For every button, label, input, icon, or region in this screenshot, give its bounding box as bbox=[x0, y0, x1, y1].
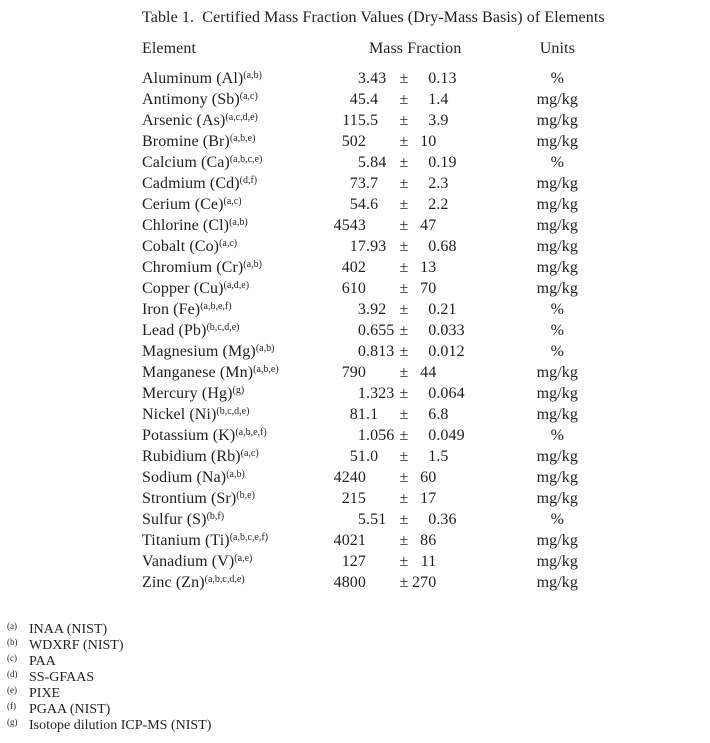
units-value: mg/kg bbox=[536, 217, 578, 234]
value-integer: 3 bbox=[357, 70, 366, 87]
element-name: Cadmium (Cd) bbox=[142, 175, 240, 192]
value-fraction: .0 bbox=[366, 448, 379, 465]
value-integer: 610 bbox=[341, 280, 366, 297]
value-fraction bbox=[366, 278, 396, 299]
value-integer: 0 bbox=[357, 343, 366, 360]
table-row bbox=[142, 383, 648, 404]
table-row bbox=[142, 572, 648, 593]
uncertainty-fraction bbox=[436, 362, 466, 383]
plus-minus-sign: ± bbox=[399, 511, 409, 528]
element-name: Vanadium (V) bbox=[142, 553, 235, 570]
table-row bbox=[142, 215, 648, 236]
table-row bbox=[142, 509, 648, 530]
units-value: mg/kg bbox=[536, 196, 578, 213]
element-footnote-refs: (a,c) bbox=[239, 90, 258, 102]
footnote: $^{(g)}$ Isotope dilution ICP-MS (NIST) bbox=[7, 716, 212, 733]
value-integer: 4240 bbox=[333, 469, 366, 486]
footnote-text: PAA bbox=[29, 654, 56, 669]
element-cell bbox=[142, 257, 330, 278]
value-integer: 1 bbox=[357, 427, 366, 444]
value-fraction: .056 bbox=[366, 427, 395, 444]
table-row bbox=[142, 341, 648, 362]
uncertainty-fraction: .9 bbox=[436, 112, 449, 129]
value-fraction: .323 bbox=[366, 385, 395, 402]
element-footnote-refs: (a,b) bbox=[255, 342, 275, 354]
element-cell bbox=[142, 320, 330, 341]
table-title: Table 1. Certified Mass Fraction Values (Dry-Mass Basis) of Elements bbox=[142, 9, 605, 26]
table-row bbox=[142, 173, 648, 194]
element-name: Potassium (K) bbox=[142, 427, 236, 444]
footnote-text: PGAA (NIST) bbox=[29, 702, 111, 717]
uncertainty-fraction: .012 bbox=[436, 343, 465, 360]
value-integer: 17 bbox=[349, 238, 366, 255]
table-row bbox=[142, 278, 648, 299]
element-footnote-refs: (g) bbox=[232, 384, 245, 396]
table-row bbox=[142, 446, 648, 467]
element-footnote-refs: (a,b,e,f) bbox=[200, 300, 232, 312]
value-fraction: .43 bbox=[366, 70, 387, 87]
value-integer: 1 bbox=[357, 385, 366, 402]
element-cell bbox=[142, 152, 330, 173]
table-row bbox=[142, 68, 648, 89]
element-cell bbox=[142, 173, 330, 194]
element-cell bbox=[142, 362, 330, 383]
units-value: mg/kg bbox=[536, 175, 578, 192]
table-row bbox=[142, 404, 648, 425]
table-row bbox=[142, 236, 648, 257]
table-row bbox=[142, 194, 648, 215]
plus-minus-sign: ± bbox=[399, 469, 409, 486]
uncertainty-integer: 0 bbox=[428, 427, 437, 444]
uncertainty-fraction: .19 bbox=[436, 154, 457, 171]
element-footnote-refs: (a,b) bbox=[229, 216, 248, 228]
uncertainty-fraction: .4 bbox=[436, 91, 449, 108]
units-value: % bbox=[550, 427, 565, 444]
table-row bbox=[142, 467, 648, 488]
footnote-text: INAA (NIST) bbox=[29, 622, 108, 637]
element-name: Arsenic (As) bbox=[142, 112, 226, 129]
units-value: mg/kg bbox=[536, 574, 578, 591]
plus-minus-sign: ± bbox=[399, 385, 409, 402]
value-fraction: .5 bbox=[366, 112, 379, 129]
value-integer: 73 bbox=[349, 175, 366, 192]
element-cell bbox=[142, 110, 330, 131]
element-name: Iron (Fe) bbox=[142, 301, 201, 318]
element-cell bbox=[142, 446, 330, 467]
uncertainty-fraction: .21 bbox=[436, 301, 457, 318]
element-cell bbox=[142, 404, 330, 425]
table-row bbox=[142, 551, 648, 572]
element-name: Zinc (Zn) bbox=[142, 574, 205, 591]
units-value: % bbox=[550, 322, 565, 339]
element-name: Magnesium (Mg) bbox=[142, 343, 256, 360]
value-integer: 215 bbox=[341, 490, 366, 507]
element-cell bbox=[142, 278, 330, 299]
value-integer: 402 bbox=[341, 259, 366, 276]
units-value: mg/kg bbox=[536, 112, 578, 129]
uncertainty-fraction bbox=[436, 131, 466, 152]
value-integer: 54 bbox=[349, 196, 366, 213]
uncertainty-integer: 0 bbox=[428, 70, 437, 87]
value-integer: 790 bbox=[341, 364, 366, 381]
element-footnote-refs: (a,c) bbox=[219, 237, 238, 249]
value-integer: 4543 bbox=[333, 217, 366, 234]
value-fraction bbox=[366, 488, 396, 509]
element-cell bbox=[142, 89, 330, 110]
table-row bbox=[142, 488, 648, 509]
element-cell bbox=[142, 572, 330, 593]
plus-minus-sign: ± bbox=[399, 196, 409, 213]
element-cell bbox=[142, 299, 330, 320]
element-name: Bromine (Br) bbox=[142, 133, 230, 150]
plus-minus-sign: ± bbox=[399, 259, 409, 276]
uncertainty-fraction: .049 bbox=[436, 427, 465, 444]
value-integer: 0 bbox=[357, 322, 366, 339]
element-footnote-refs: (a,b,c,e) bbox=[229, 153, 263, 165]
element-name: Aluminum (Al) bbox=[142, 70, 244, 87]
value-fraction bbox=[366, 215, 396, 236]
value-fraction: .813 bbox=[366, 343, 395, 360]
element-footnote-refs: (a,b) bbox=[243, 69, 262, 81]
uncertainty-integer: 0 bbox=[428, 385, 437, 402]
element-footnote-refs: (a,d,e) bbox=[223, 279, 250, 291]
units-value: mg/kg bbox=[536, 448, 578, 465]
value-fraction bbox=[366, 530, 396, 551]
element-name: Copper (Cu) bbox=[142, 280, 224, 297]
value-fraction: .92 bbox=[366, 301, 387, 318]
uncertainty-integer: 70 bbox=[420, 280, 437, 297]
uncertainty-fraction bbox=[436, 572, 466, 593]
table-row bbox=[142, 110, 648, 131]
units-value: mg/kg bbox=[536, 91, 578, 108]
value-fraction: .51 bbox=[366, 511, 387, 528]
element-name: Mercury (Hg) bbox=[142, 385, 233, 402]
element-name: Strontium (Sr) bbox=[142, 490, 237, 507]
element-footnote-refs: (a,c) bbox=[223, 195, 242, 207]
units-value: mg/kg bbox=[536, 385, 578, 402]
footnote-text: Isotope dilution ICP-MS (NIST) bbox=[29, 718, 212, 733]
plus-minus-sign: ± bbox=[399, 238, 409, 255]
uncertainty-fraction bbox=[436, 278, 466, 299]
units-value: % bbox=[550, 511, 565, 528]
element-footnote-refs: (a,b) bbox=[243, 258, 262, 270]
uncertainty-integer: 10 bbox=[420, 133, 437, 150]
plus-minus-sign: ± bbox=[399, 70, 409, 87]
footnote-text: SS-GFAAS bbox=[29, 670, 95, 685]
table-row bbox=[142, 362, 648, 383]
element-footnote-refs: (b,c,d,e) bbox=[206, 321, 240, 333]
plus-minus-sign: ± bbox=[399, 133, 409, 150]
uncertainty-integer: 0 bbox=[428, 322, 437, 339]
element-cell bbox=[142, 509, 330, 530]
table-row bbox=[142, 425, 648, 446]
value-integer: 3 bbox=[357, 301, 366, 318]
element-name: Cobalt (Co) bbox=[142, 238, 220, 255]
plus-minus-sign: ± bbox=[399, 532, 409, 549]
uncertainty-fraction bbox=[436, 551, 466, 572]
uncertainty-integer: 2 bbox=[428, 196, 437, 213]
uncertainty-fraction bbox=[436, 215, 466, 236]
uncertainty-integer: 0 bbox=[428, 238, 437, 255]
value-fraction bbox=[366, 572, 396, 593]
uncertainty-integer: 0 bbox=[428, 154, 437, 171]
uncertainty-fraction: .36 bbox=[436, 511, 457, 528]
plus-minus-sign: ± bbox=[399, 574, 409, 591]
value-integer: 127 bbox=[341, 553, 366, 570]
element-footnote-refs: (b,e) bbox=[236, 489, 255, 501]
footnotes bbox=[7, 622, 211, 734]
uncertainty-fraction: .8 bbox=[436, 406, 449, 423]
element-name: Chlorine (Cl) bbox=[142, 217, 230, 234]
units-value: mg/kg bbox=[536, 280, 578, 297]
value-fraction bbox=[366, 131, 396, 152]
value-integer: 115 bbox=[342, 112, 366, 129]
plus-minus-sign: ± bbox=[399, 427, 409, 444]
uncertainty-integer: 0 bbox=[428, 301, 437, 318]
header-row bbox=[142, 38, 648, 59]
element-footnote-refs: (a,b,e) bbox=[229, 132, 256, 144]
element-cell bbox=[142, 551, 330, 572]
uncertainty-integer: 86 bbox=[420, 532, 437, 549]
element-footnote-refs: (b,f) bbox=[206, 510, 225, 522]
plus-minus-sign: ± bbox=[399, 553, 409, 570]
uncertainty-integer: 60 bbox=[420, 469, 437, 486]
footnote: $^{(b)}$ WDXRF (NIST) bbox=[7, 636, 124, 653]
units-value: % bbox=[550, 70, 565, 87]
uncertainty-fraction: .68 bbox=[436, 238, 457, 255]
element-footnote-refs: (a,c,d,e) bbox=[225, 111, 258, 123]
value-integer: 45 bbox=[349, 91, 366, 108]
element-footnote-refs: (a,e) bbox=[234, 552, 253, 564]
uncertainty-integer: 11 bbox=[420, 553, 437, 570]
element-name: Sulfur (S) bbox=[142, 511, 207, 528]
uncertainty-integer: 17 bbox=[420, 490, 437, 507]
plus-minus-sign: ± bbox=[399, 364, 409, 381]
uncertainty-integer: 6 bbox=[428, 406, 437, 423]
column-header-units: Units bbox=[539, 40, 575, 57]
table-row bbox=[142, 152, 648, 173]
footnote-text: WDXRF (NIST) bbox=[29, 638, 124, 653]
table-row bbox=[142, 89, 648, 110]
uncertainty-fraction bbox=[436, 488, 466, 509]
value-integer: 51 bbox=[349, 448, 366, 465]
uncertainty-integer: 270 bbox=[412, 574, 437, 591]
element-name: Cerium (Ce) bbox=[142, 196, 224, 213]
element-name: Antimony (Sb) bbox=[142, 91, 240, 108]
column-header-element: Element bbox=[142, 40, 197, 57]
mass-fraction-table bbox=[142, 38, 648, 593]
plus-minus-sign: ± bbox=[399, 448, 409, 465]
table-row bbox=[142, 299, 648, 320]
value-fraction: .93 bbox=[366, 238, 387, 255]
value-fraction: .6 bbox=[366, 196, 379, 213]
plus-minus-sign: ± bbox=[399, 301, 409, 318]
column-header-mass-fraction: Mass Fraction bbox=[368, 40, 462, 57]
element-cell bbox=[142, 467, 330, 488]
table-row bbox=[142, 320, 648, 341]
element-footnote-refs: (a,b,e,f) bbox=[235, 426, 267, 438]
element-footnote-refs: (a,b) bbox=[226, 468, 245, 480]
units-value: % bbox=[550, 154, 565, 171]
element-name: Manganese (Mn) bbox=[142, 364, 254, 381]
uncertainty-integer: 0 bbox=[428, 511, 437, 528]
footnote-text: PIXE bbox=[29, 686, 61, 701]
element-name: Sodium (Na) bbox=[142, 469, 227, 486]
value-integer: 4021 bbox=[333, 532, 366, 549]
table-row bbox=[142, 257, 648, 278]
element-cell bbox=[142, 425, 330, 446]
uncertainty-fraction: .3 bbox=[436, 175, 449, 192]
value-fraction: .4 bbox=[366, 91, 379, 108]
element-footnote-refs: (a,b,e) bbox=[253, 363, 279, 375]
value-fraction bbox=[366, 551, 396, 572]
element-name: Nickel (Ni) bbox=[142, 406, 217, 423]
plus-minus-sign: ± bbox=[399, 154, 409, 171]
value-fraction: .84 bbox=[366, 154, 387, 171]
uncertainty-integer: 13 bbox=[420, 259, 437, 276]
units-value: mg/kg bbox=[536, 238, 578, 255]
plus-minus-sign: ± bbox=[399, 322, 409, 339]
uncertainty-integer: 1 bbox=[428, 91, 437, 108]
footnote: $^{(d)}$ SS-GFAAS bbox=[7, 668, 95, 685]
uncertainty-integer: 0 bbox=[428, 343, 437, 360]
element-name: Chromium (Cr) bbox=[142, 259, 244, 276]
element-footnote-refs: (d,f) bbox=[239, 174, 258, 186]
table-row bbox=[142, 530, 648, 551]
units-value: % bbox=[550, 343, 565, 360]
units-value: mg/kg bbox=[536, 490, 578, 507]
value-integer: 81 bbox=[349, 406, 366, 423]
uncertainty-fraction: .033 bbox=[436, 322, 465, 339]
uncertainty-integer: 2 bbox=[428, 175, 437, 192]
value-fraction bbox=[366, 467, 396, 488]
value-integer: 5 bbox=[357, 511, 366, 528]
element-name: Rubidium (Rb) bbox=[142, 448, 241, 465]
uncertainty-integer: 3 bbox=[428, 112, 437, 129]
footnote: $^{(e)}$ PIXE bbox=[7, 684, 61, 701]
value-fraction: .655 bbox=[366, 322, 395, 339]
uncertainty-fraction bbox=[436, 467, 466, 488]
uncertainty-fraction: .064 bbox=[436, 385, 465, 402]
value-integer: 502 bbox=[341, 133, 366, 150]
element-cell bbox=[142, 194, 330, 215]
plus-minus-sign: ± bbox=[399, 343, 409, 360]
uncertainty-integer: 1 bbox=[428, 448, 437, 465]
value-fraction bbox=[366, 362, 396, 383]
header-spacer bbox=[142, 59, 648, 68]
element-cell bbox=[142, 341, 330, 362]
units-value: mg/kg bbox=[536, 364, 578, 381]
element-cell bbox=[142, 215, 330, 236]
element-footnote-refs: (a,b,c,d,e) bbox=[204, 573, 245, 585]
uncertainty-fraction bbox=[436, 257, 466, 278]
element-name: Calcium (Ca) bbox=[142, 154, 230, 171]
uncertainty-fraction bbox=[436, 530, 466, 551]
element-footnote-refs: (b,c,d,e) bbox=[216, 405, 250, 417]
element-footnote-refs: (a,b,c,e,f) bbox=[229, 531, 269, 543]
element-footnote-refs: (a,c) bbox=[240, 447, 259, 459]
uncertainty-integer: 44 bbox=[420, 364, 437, 381]
table-row bbox=[142, 131, 648, 152]
units-value: % bbox=[550, 301, 565, 318]
element-name: Lead (Pb) bbox=[142, 322, 207, 339]
plus-minus-sign: ± bbox=[399, 490, 409, 507]
plus-minus-sign: ± bbox=[399, 406, 409, 423]
units-value: mg/kg bbox=[536, 259, 578, 276]
footnote: $^{(c)}$ PAA bbox=[7, 652, 56, 669]
plus-minus-sign: ± bbox=[399, 280, 409, 297]
units-value: mg/kg bbox=[536, 133, 578, 150]
element-name: Titanium (Ti) bbox=[142, 532, 230, 549]
value-fraction bbox=[366, 257, 396, 278]
uncertainty-fraction: .5 bbox=[436, 448, 449, 465]
plus-minus-sign: ± bbox=[399, 217, 409, 234]
element-cell bbox=[142, 488, 330, 509]
plus-minus-sign: ± bbox=[399, 91, 409, 108]
element-cell bbox=[142, 236, 330, 257]
element-cell bbox=[142, 131, 330, 152]
footnote: $^{(f)}$ PGAA (NIST) bbox=[7, 700, 111, 717]
element-cell bbox=[142, 530, 330, 551]
element-cell bbox=[142, 68, 330, 89]
value-integer: 5 bbox=[357, 154, 366, 171]
units-value: mg/kg bbox=[536, 532, 578, 549]
plus-minus-sign: ± bbox=[399, 175, 409, 192]
value-integer: 4800 bbox=[333, 574, 366, 591]
element-cell bbox=[142, 383, 330, 404]
value-fraction: .7 bbox=[366, 175, 379, 192]
uncertainty-fraction: .13 bbox=[436, 70, 457, 87]
value-fraction: .1 bbox=[366, 406, 379, 423]
plus-minus-sign: ± bbox=[399, 112, 409, 129]
units-value: mg/kg bbox=[536, 553, 578, 570]
uncertainty-fraction: .2 bbox=[436, 196, 449, 213]
units-value: mg/kg bbox=[536, 469, 578, 486]
uncertainty-integer: 47 bbox=[420, 217, 437, 234]
units-value: mg/kg bbox=[536, 406, 578, 423]
footnote: $^{(a)}$ INAA (NIST) bbox=[7, 620, 108, 637]
